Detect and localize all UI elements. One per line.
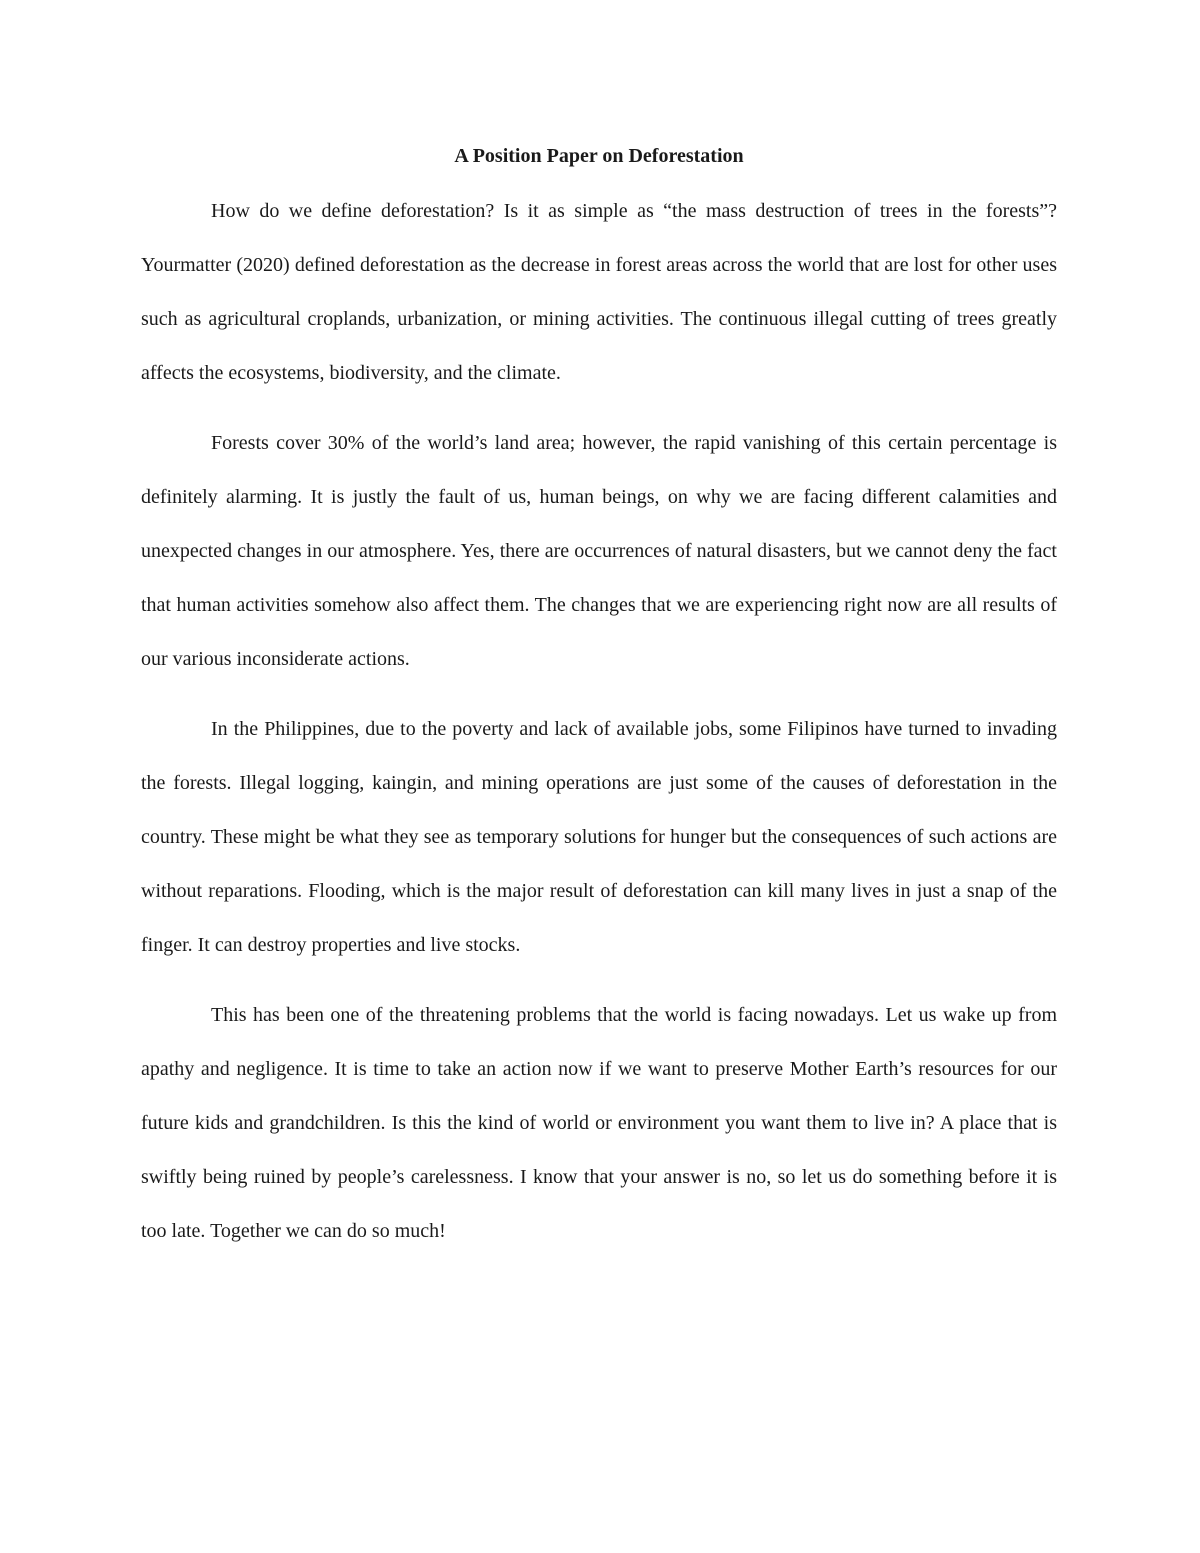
document-body	[141, 136, 1057, 1258]
paragraph-definition: How do we define deforestation? Is it as simple as “the mass destruction of trees in the forests”? Yourmatter (2020) defined deforestation as the decrease in forest areas across the world that are lost for other uses such as agricultural croplands, urbanization, or mining activities. The continuous illegal cutting of trees greatly affects the ecosystems, biodiversity, and the climate.	[141, 200, 1057, 384]
paragraph-philippines: In the Philippines, due to the poverty and lack of available jobs, some Filipinos have turned to invading the forests. Illegal logging, kaingin, and mining operations are just some of the causes of deforestation in the country. These might be what they see as temporary solutions for hunger but the consequences of such actions are without reparations. Flooding, which is the major result of deforestation can kill many lives in just a snap of the finger. It can destroy properties and live stocks.	[141, 718, 1057, 956]
paragraph-forest-cover: Forests cover 30% of the world’s land area; however, the rapid vanishing of this certain percentage is definitely alarming. It is justly the fault of us, human beings, on why we are facing different calamities and unexpected changes in our atmosphere. Yes, there are occurrences of natural disasters, but we cannot deny the fact that human activities somehow also affect them. The changes that we are experiencing right now are all results of our various inconsiderate actions.	[141, 432, 1057, 670]
paragraph-call-to-action: This has been one of the threatening problems that the world is facing nowadays. Let us wake up from apathy and negligence. It is time to take an action now if we want to preserve Mother Earth’s resources for our future kids and grandchildren. Is this the kind of world or environment you want them to live in? A place that is swiftly being ruined by people’s carelessness. I know that your answer is no, so let us do something before it is too late. Together we can do so much!	[141, 1004, 1057, 1242]
document-title: A Position Paper on Deforestation	[454, 145, 744, 167]
